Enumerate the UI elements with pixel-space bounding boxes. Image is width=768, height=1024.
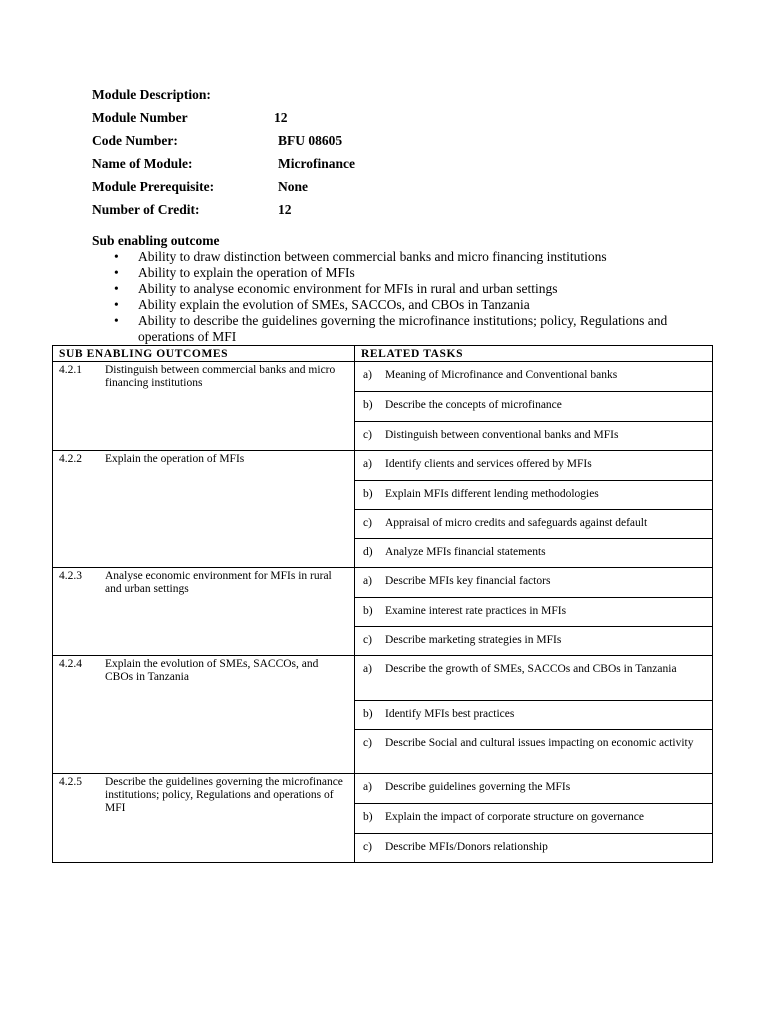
task-item bbox=[355, 626, 712, 655]
outcomes-table bbox=[52, 345, 713, 863]
task-text: Explain MFIs different lending methodologies bbox=[385, 488, 599, 500]
module-number-value: 12 bbox=[274, 110, 288, 125]
table-row bbox=[53, 656, 713, 774]
module-prerequisite-value: None bbox=[278, 179, 308, 194]
tasks-cell bbox=[355, 451, 713, 568]
task-letter: b) bbox=[363, 488, 373, 500]
task-letter: a) bbox=[363, 369, 372, 381]
task-text: Describe MFIs key financial factors bbox=[385, 575, 551, 587]
task-letter: a) bbox=[363, 663, 372, 675]
header-sub-enabling-outcomes: SUB ENABLING OUTCOMES bbox=[53, 346, 355, 362]
list-item bbox=[112, 249, 712, 265]
task-item bbox=[355, 538, 712, 567]
code-number-value: BFU 08605 bbox=[278, 133, 343, 148]
task-letter: d) bbox=[363, 546, 373, 558]
task-letter: b) bbox=[363, 708, 373, 720]
outcome-number: 4.2.3 bbox=[59, 570, 82, 582]
task-letter: c) bbox=[363, 737, 372, 749]
task-item bbox=[355, 656, 712, 700]
outcome-number: 4.2.4 bbox=[59, 658, 82, 670]
task-text: Identify MFIs best practices bbox=[385, 708, 515, 720]
task-text: Identify clients and services offered by MFIs bbox=[385, 458, 592, 470]
bullet-icon: • bbox=[114, 265, 119, 280]
task-item bbox=[355, 421, 712, 450]
task-item bbox=[355, 729, 712, 773]
tasks-cell bbox=[355, 774, 713, 863]
outcome-cell bbox=[53, 362, 355, 451]
task-letter: a) bbox=[363, 458, 372, 470]
tasks-cell bbox=[355, 656, 713, 774]
table-header-row bbox=[53, 346, 713, 362]
list-item-text: Ability explain the evolution of SMEs, SACCOs, and CBOs in Tanzania bbox=[138, 297, 530, 312]
header-related-tasks: RELATED TASKS bbox=[355, 346, 713, 362]
task-item bbox=[355, 391, 712, 421]
task-letter: c) bbox=[363, 841, 372, 853]
task-item bbox=[355, 774, 712, 803]
task-letter: c) bbox=[363, 429, 372, 441]
table-row bbox=[53, 451, 713, 568]
module-heading: Module Description: bbox=[92, 87, 211, 102]
outcome-cell bbox=[53, 774, 355, 863]
task-item bbox=[355, 362, 712, 391]
task-text: Analyze MFIs financial statements bbox=[385, 546, 546, 558]
task-letter: b) bbox=[363, 811, 373, 823]
list-item-text: Ability to describe the guidelines governing the microfinance institutions; policy, Regulations and operations of MFI bbox=[138, 313, 668, 344]
task-text: Meaning of Microfinance and Conventional banks bbox=[385, 369, 618, 381]
task-text: Distinguish between conventional banks and MFIs bbox=[385, 429, 619, 441]
outcome-text: Explain the operation of MFIs bbox=[105, 453, 245, 465]
task-text: Describe marketing strategies in MFIs bbox=[385, 634, 562, 646]
list-item bbox=[112, 281, 712, 297]
task-text: Appraisal of micro credits and safeguards against default bbox=[385, 517, 648, 529]
task-letter: a) bbox=[363, 781, 372, 793]
bullet-icon: • bbox=[114, 313, 119, 328]
task-letter: b) bbox=[363, 399, 373, 411]
list-item bbox=[112, 297, 712, 313]
task-letter: c) bbox=[363, 634, 372, 646]
outcome-text: Explain the evolution of SMEs, SACCOs, and CBOs in Tanzania bbox=[105, 658, 319, 683]
table-row bbox=[53, 774, 713, 863]
task-text: Describe Social and cultural issues impacting on economic activity bbox=[385, 737, 694, 749]
task-text: Describe the growth of SMEs, SACCOs and CBOs in Tanzania bbox=[385, 663, 677, 675]
task-text: Describe the concepts of microfinance bbox=[385, 399, 562, 411]
outcome-text: Analyse economic environment for MFIs in rural and urban settings bbox=[105, 570, 332, 595]
outcome-cell bbox=[53, 451, 355, 568]
task-item bbox=[355, 700, 712, 729]
task-item bbox=[355, 509, 712, 538]
list-item bbox=[112, 265, 712, 281]
task-text: Describe MFIs/Donors relationship bbox=[385, 841, 548, 853]
task-item bbox=[355, 597, 712, 626]
module-name-label: Name of Module: bbox=[92, 156, 193, 171]
table-row bbox=[53, 362, 713, 451]
task-letter: c) bbox=[363, 517, 372, 529]
bullet-icon: • bbox=[114, 297, 119, 312]
task-letter: a) bbox=[363, 575, 372, 587]
task-text: Examine interest rate practices in MFIs bbox=[385, 605, 567, 617]
task-item bbox=[355, 480, 712, 509]
task-text: Describe guidelines governing the MFIs bbox=[385, 781, 571, 793]
task-letter: b) bbox=[363, 605, 373, 617]
list-item-text: Ability to draw distinction between commercial banks and micro financing institutions bbox=[138, 249, 607, 264]
outcome-cell bbox=[53, 568, 355, 656]
module-name-value: Microfinance bbox=[278, 156, 355, 171]
outcome-text: Distinguish between commercial banks and micro financing institutions bbox=[105, 364, 336, 389]
task-item bbox=[355, 568, 712, 597]
task-item bbox=[355, 803, 712, 833]
task-item bbox=[355, 833, 712, 862]
tasks-cell bbox=[355, 568, 713, 656]
bullet-icon: • bbox=[114, 281, 119, 296]
list-item-text: Ability to analyse economic environment for MFIs in rural and urban settings bbox=[138, 281, 558, 296]
code-number-label: Code Number: bbox=[92, 133, 178, 148]
outcome-number: 4.2.2 bbox=[59, 453, 82, 465]
sub-enabling-title: Sub enabling outcome bbox=[92, 233, 220, 248]
outcome-text: Describe the guidelines governing the microfinance institutions; policy, Regulations and operations of MFI bbox=[105, 776, 343, 814]
bullet-icon: • bbox=[114, 249, 119, 264]
outcome-number: 4.2.1 bbox=[59, 364, 82, 376]
tasks-cell bbox=[355, 362, 713, 451]
list-item-text: Ability to explain the operation of MFIs bbox=[138, 265, 355, 280]
number-of-credit-label: Number of Credit: bbox=[92, 202, 200, 217]
sub-enabling-list bbox=[112, 249, 712, 345]
task-text: Explain the impact of corporate structure on governance bbox=[385, 811, 644, 823]
table-row bbox=[53, 568, 713, 656]
list-item bbox=[112, 313, 712, 345]
module-prerequisite-label: Module Prerequisite: bbox=[92, 179, 215, 194]
outcome-number: 4.2.5 bbox=[59, 776, 82, 788]
module-number-label: Module Number bbox=[92, 110, 188, 125]
number-of-credit-value: 12 bbox=[278, 202, 292, 217]
task-item bbox=[355, 451, 712, 480]
outcome-cell bbox=[53, 656, 355, 774]
